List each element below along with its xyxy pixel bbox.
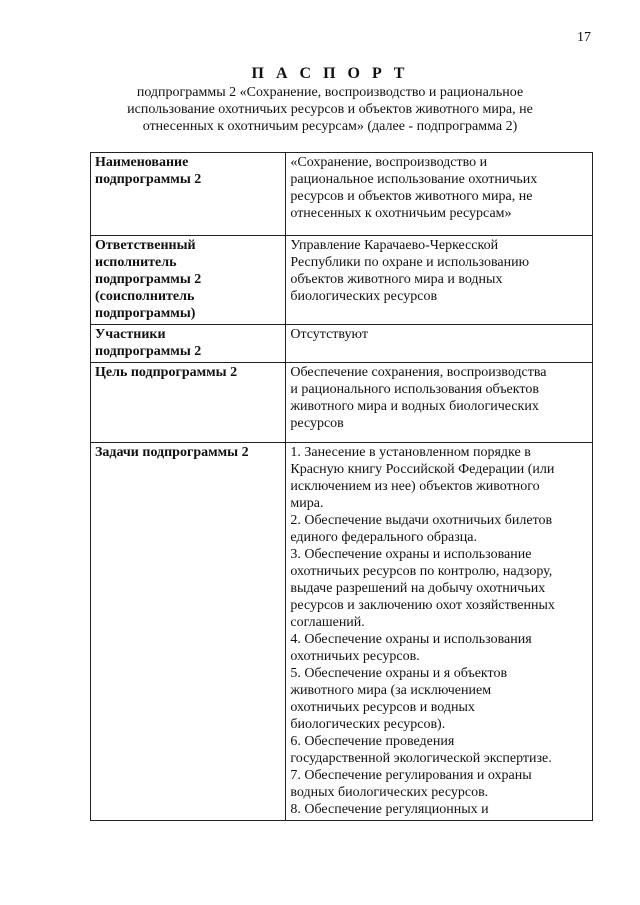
row-value-tasks xyxy=(286,443,593,821)
label-line: Ответственный xyxy=(95,238,196,253)
task-line: 1. Занесение в установленном порядке в xyxy=(290,445,531,460)
row-value-goal xyxy=(286,363,593,443)
label-line: исполнитель xyxy=(95,255,177,270)
subtitle-line: подпрограммы 2 «Сохранение, воспроизводство и рациональное xyxy=(136,85,524,100)
passport-table xyxy=(90,152,593,821)
page-number: 17 xyxy=(577,30,591,45)
value-line: и рационального использования объектов xyxy=(290,382,539,397)
value-line: животного мира и водных биологических xyxy=(290,399,539,414)
task-line: Красную книгу Российской Федерации (или xyxy=(290,462,555,477)
label-line: подпрограммы) xyxy=(95,306,196,321)
table-row-name xyxy=(91,153,593,236)
table-row-tasks xyxy=(91,443,593,821)
document-subtitle xyxy=(80,84,580,135)
row-value-executor xyxy=(286,236,593,325)
task-line: 2. Обеспечение выдачи охотничьих билетов xyxy=(290,513,553,528)
label-line: подпрограммы 2 xyxy=(95,172,202,187)
label-line: Наименование xyxy=(95,155,189,170)
task-line: 6. Обеспечение проведения xyxy=(290,734,455,749)
row-label-name xyxy=(91,153,286,236)
table-row-participants xyxy=(91,325,593,363)
task-line: биологических ресурсов). xyxy=(290,717,446,732)
task-line: 3. Обеспечение охраны и использование xyxy=(290,547,532,562)
value-line: ресурсов и объектов животного мира, не xyxy=(290,189,533,204)
task-line: ресурсов и заключению охот хозяйственных xyxy=(290,598,555,613)
row-value-participants xyxy=(286,325,593,363)
task-line: единого федерального образца. xyxy=(290,530,478,545)
label-line: Цель подпрограммы 2 xyxy=(95,365,238,380)
value-line: объектов животного мира и водных xyxy=(290,272,503,287)
row-value-name xyxy=(286,153,593,236)
subtitle-line: отнесенных к охотничьим ресурсам» (далее - подпрограмма 2) xyxy=(142,119,518,134)
task-line: 7. Обеспечение регулирования и охраны xyxy=(290,768,532,783)
task-line: соглашений. xyxy=(290,615,365,630)
row-label-goal xyxy=(91,363,286,443)
table-row-goal xyxy=(91,363,593,443)
task-line: охотничьих ресурсов по контролю, надзору, xyxy=(290,564,553,579)
value-line: рациональное использование охотничьих xyxy=(290,172,538,187)
task-line: 4. Обеспечение охраны и использования xyxy=(290,632,532,647)
task-line: 8. Обеспечение регуляционных и xyxy=(290,802,489,817)
row-label-participants xyxy=(91,325,286,363)
value-line: ресурсов xyxy=(290,416,344,431)
task-line: государственной экологической экспертизе. xyxy=(290,751,552,766)
document-heading xyxy=(80,64,580,135)
document-title: П А С П О Р Т xyxy=(251,65,409,82)
value-line: Управление Карачаево-Черкесской xyxy=(290,238,499,253)
label-line: подпрограммы 2 xyxy=(95,344,202,359)
task-line: водных биологических ресурсов. xyxy=(290,785,489,800)
value-line: отнесенных к охотничьим ресурсам» xyxy=(290,206,512,221)
task-line: 5. Обеспечение охраны и я объектов xyxy=(290,666,508,681)
task-line: охотничьих ресурсов и водных xyxy=(290,700,475,715)
value-line: Республики по охране и использованию xyxy=(290,255,530,270)
row-label-tasks xyxy=(91,443,286,821)
label-line: Задачи подпрограммы 2 xyxy=(95,445,249,460)
task-line: исключением из нее) объектов животного xyxy=(290,479,540,494)
value-line: биологических ресурсов xyxy=(290,289,438,304)
value-line: Обеспечение сохранения, воспроизводства xyxy=(290,365,547,380)
row-label-executor xyxy=(91,236,286,325)
label-line: подпрограммы 2 xyxy=(95,272,202,287)
task-line: мира. xyxy=(290,496,324,511)
value-line: Отсутствуют xyxy=(290,327,368,342)
task-line: охотничьих ресурсов. xyxy=(290,649,420,664)
task-line: выдаче разрешений на добычу охотничьих xyxy=(290,581,546,596)
task-line: животного мира (за исключением xyxy=(290,683,492,698)
label-line: (соисполнитель xyxy=(95,289,195,304)
subtitle-line: использование охотничьих ресурсов и объектов животного мира, не xyxy=(127,102,533,117)
value-line: «Сохранение, воспроизводство и xyxy=(290,155,488,170)
table-row-executor xyxy=(91,236,593,325)
label-line: Участники xyxy=(95,327,166,342)
